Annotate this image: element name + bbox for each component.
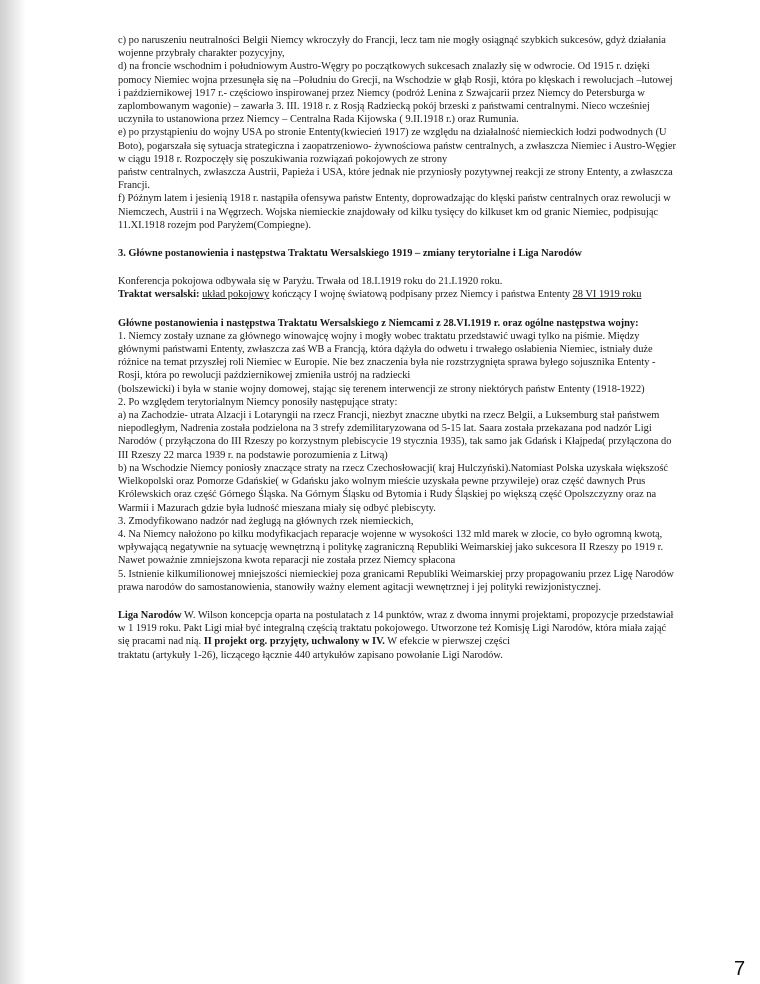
- document-page: [118, 34, 678, 662]
- treaty-link[interactable]: układ pokojowy: [202, 289, 270, 301]
- liga-paragraph: [118, 609, 678, 649]
- point-1-cont: (bolszewicki) i była w stanie wojny domowej, stając się terenem interwencji ze strony niektórych państw Ententy (1918-1922): [118, 383, 645, 395]
- page-number: 7: [734, 958, 746, 980]
- point-5: 5. Istnienie kilkumilionowej mniejszości niemieckiej poza granicami Republiki Weimarskiej przy propagowaniu przez Ligę Narodów prawa narodów do samostanowienia, stanowiły ważny element agitacji wewnętrznej i jej polityki rewizjonistycznej.: [118, 568, 674, 593]
- paragraph-c: c) po naruszeniu neutralności Belgii Niemcy wkroczyły do Francji, lecz tam nie mogły osiągnąć szybkich sukcesów, gdyż działania wojenne przybrały charakter pozycyjny,: [118, 35, 666, 60]
- paragraph-e: e) po przystąpieniu do wojny USA po stronie Ententy(kwiecień 1917) ze względu na działalność niemieckich łodzi podwodnych (U Boto), pogarszała się sytuacja strategiczna i zaopatrzeniowo- żywnościowa państw centralnych, a zwłaszcza Niemiec i Austro-Węgier w ciągu 1918 r. Rozpoczęły się poszukiwania rozwiązań pokojowych ze strony: [118, 127, 676, 165]
- section-3-heading: 3. Główne postanowienia i następstwa Traktatu Wersalskiego 1919 – zmiany terytorialne i Liga Narodów: [118, 248, 582, 260]
- main-heading: Główne postanowienia i następstwa Traktatu Wersalskiego z Niemcami z 28.VI.1919 r. oraz ogólne następstwa wojny:: [118, 317, 639, 329]
- liga-text: W. Wilson koncepcja oparta na postulatach z 14 punktów, wraz z dwoma innymi projektami, propozycje przedstawiał w 1 1919 roku. Pakt Ligi miał być integralną częścią traktatu pokojowego. Utworzone też Komisję Ligi Narodów, która miała zająć się pracami nad nią.: [118, 609, 674, 648]
- treaty-paragraph: [118, 288, 678, 301]
- point-2a: a) na Zachodzie- utrata Alzacji i Lotaryngii na rzecz Francji, niezbyt znaczne ubytki na rzecz Belgii, a Luksemburg stał państwem niepodległym, Nadrenia została podzielona na 3 strefy zdemilitaryzowana od 5-15 lat. Saara została przekazana pod nadzór Ligi Narodów ( przyłączona do III Rzeszy po korzystnym plebiscycie 19 stycznia 1935), tak samo jak Gdańsk i Kłajpeda( przyłączona do III Rzeszy 22 marca 1939 r. na podstawie porozumienia z Litwą): [118, 410, 672, 461]
- liga-heading: Liga Narodów: [118, 609, 182, 621]
- paragraph-d: d) na froncie wschodnim i południowym Austro-Węgry po początkowych sukcesach znalazły się w odwrocie. Od 1915 r. dzięki pomocy Niemiec wojna przesunęła się na –Południu do Grecji, na Wschodzie w głąb Rosji, która po klęskach i rewolucjach –lutowej i październikowej 1917 r.- częściowo inspirowanej przez Niemcy (podróż Lenina z Szwajcarii przez Niemcy do Petersburga w zaplombowanym wagonie) – zawarła 3. III. 1918 r. z Rosją Radziecką pokój brzeski z państwami centralnymi. Nieco wcześniej uczyniła to ustanowiona przez Niemcy – Centralna Rada Kijowska ( 9.II.1918 r.) oraz Rumunia.: [118, 61, 673, 126]
- point-2b: b) na Wschodzie Niemcy poniosły znaczące straty na rzecz Czechosłowacji( kraj Hulczyński).Natomiast Polska uzyskała większość Wielkopolski oraz Pomorze Gdańskie( w Gdańsku jako wolnym mieście uzyskała pewne przywileje) oraz część dawnych Prus Królewskich oraz część Górnego Śląska. Na Górnym Śląsku od Bytomia i Rudy Śląskiej po większą część Opolszczyzny oraz na Warmii i Mazurach gdzie była ludność mieszana miały się odbyć plebiscyty.: [118, 462, 669, 514]
- point-4: 4. Na Niemcy nałożono po kilku modyfikacjach reparacje wojenne w wysokości 132 mld marek w złocie, co było ogromną kwotą, wpływającą negatywnie na sytuację wewnętrzną i politykę zagraniczną Republiki Weimarskiej jako sukcesora II Rzeszy po 1919 r. Nawet poważnie zmniejszona kwota reparacji nie została przez Niemcy spłacona: [118, 528, 664, 567]
- liga-paragraph-cont: traktatu (artykuły 1-26), liczącego łącznie 440 artykułów zapisano powołanie Ligi Narodów.: [118, 649, 503, 661]
- scan-shadow: [0, 0, 26, 984]
- point-1: 1. Niemcy zostały uznane za głównego winowajcę wojny i mogły wobec traktatu przedstawić uwagi tylko na piśmie. Między głównymi państwami Ententy, zwłaszcza zaś WB a Francją, która dążyła do odwetu i trwałego osłabienia Niemiec, istniały duże różnice na temat przyszłej roli Niemiec w Europie. Nie bez znaczenia była nie rozstrzygnięta sprawa byłego sojusznika Ententy - Rosji, która po rewolucji październikowej zmieniła ustrój na radziecki: [118, 330, 656, 382]
- liga-text-end: W efekcie w pierwszej części: [384, 636, 510, 648]
- treaty-date: 28 VI 1919 roku: [572, 289, 642, 301]
- treaty-label: Traktat wersalski:: [118, 289, 200, 301]
- paragraph-f: f) Późnym latem i jesienią 1918 r. nastąpiła ofensywa państw Ententy, doprowadzając do klęski państw centralnych oraz rewolucji w Niemczech, Austrii i na Węgrzech. Wojska niemieckie znajdowały od kilku tysięcy do kilkuset km od granic Niemiec, podpisując 11.XI.1918 rozejm pod Paryżem(Compiegne).: [118, 193, 671, 231]
- conference-text: Konferencja pokojowa odbywała się w Paryżu. Trwała od 18.I.1919 roku do 21.I.1920 roku.: [118, 276, 503, 288]
- treaty-text: kończący I wojnę światową podpisany przez Niemcy i państwa Ententy: [269, 289, 570, 301]
- point-3: 3. Zmodyfikowano nadzór nad żeglugą na głównych rzek niemieckich,: [118, 515, 414, 527]
- point-2: 2. Po względem terytorialnym Niemcy ponosiły następujące straty:: [118, 396, 398, 408]
- paragraph-e-cont: państw centralnych, zwłaszcza Austrii, Papieża i USA, które jednak nie przyniosły pozytywnej reakcji ze strony Ententy, a zwłaszcza Francji.: [118, 167, 673, 192]
- liga-bold-text: II projekt org. przyjęty, uchwalony w IV.: [201, 636, 385, 648]
